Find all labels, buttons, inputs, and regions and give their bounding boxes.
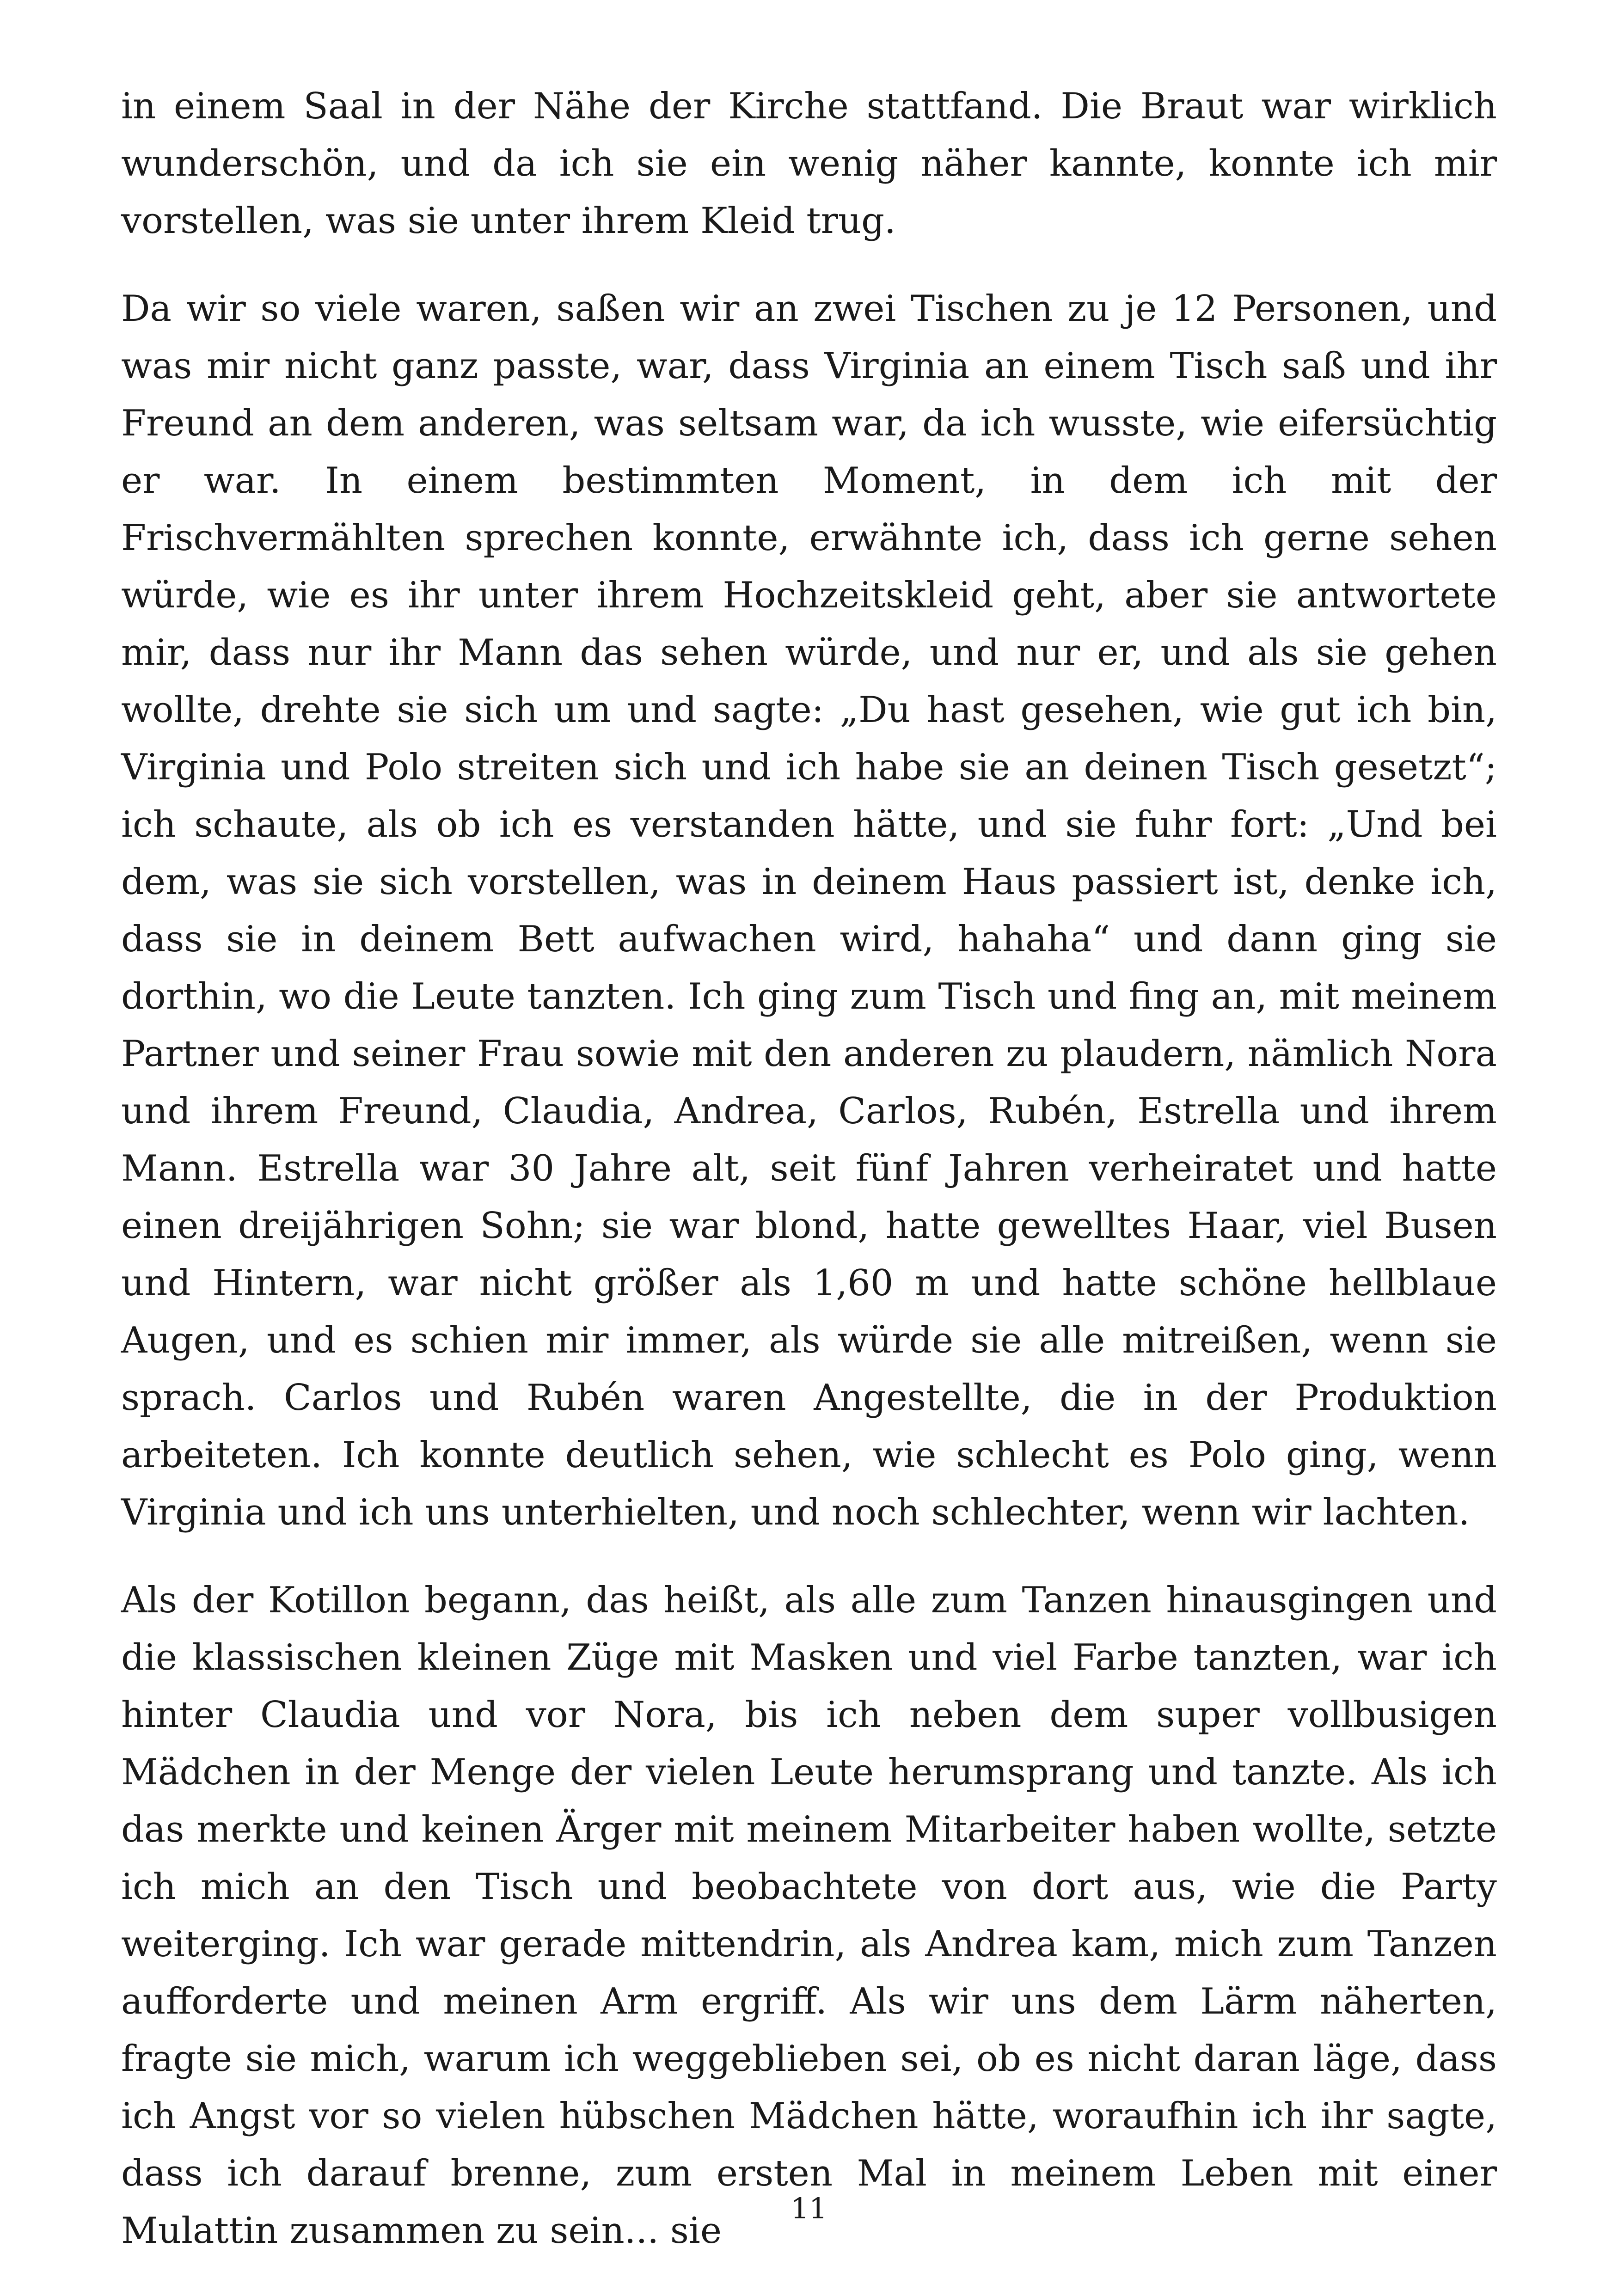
paragraph-2: Da wir so viele waren, saßen wir an zwei Tischen zu je 12 Personen, und was mir nicht ganz passte, war, dass Virginia an einem Tisch saß und ihr Freund an dem anderen, was seltsam war, da ich wusste, wie eifersüchtig er war. In einem bestimmten Moment, in dem ich mit der Frischvermählten sprechen konnte, erwähnte ich, dass ich gerne sehen würde, wie es ihr unter ihrem Hochzeitskleid geht, aber sie antwortete mir, dass nur ihr Mann das sehen würde, und nur er, und als sie gehen wollte, drehte sie sich um und sagte: „Du hast gesehen, wie gut ich bin, Virginia und Polo streiten sich und ich habe sie an deinen Tisch gesetzt“; ich schaute, als ob ich es verstanden hätte, und sie fuhr fort: „Und bei dem, was sie sich vorstellen, was in deinem Haus passiert ist, denke ich, dass sie in deinem Bett aufwachen wird, hahaha“ und dann ging sie dorthin, wo die Leute tanzten. Ich ging zum Tisch und fing an, mit meinem Partner und seiner Frau sowie mit den anderen zu plaudern, nämlich Nora und ihrem Freund, Claudia, Andrea, Carlos, Rubén, Estrella und ihrem Mann. Estrella war 30 Jahre alt, seit fünf Jahren verheiratet und hatte einen dreijährigen Sohn; sie war blond, hatte gewelltes Haar, viel Busen und Hintern, war nicht größer als 1,60 m und hatte schöne hellblaue Augen, und es schien mir immer, als würde sie alle mitreißen, wenn sie sprach. Carlos und Rubén waren Angestellte, die in der Produktion arbeiteten. Ich konnte deutlich sehen, wie schlecht es Polo ging, wenn Virginia und ich uns unterhielten, und noch schlechter, wenn wir lachten. [121, 288, 1497, 1533]
page-number: 11 [791, 2192, 827, 2225]
paragraph-1: in einem Saal in der Nähe der Kirche stattfand. Die Braut war wirklich wunderschön, und da ich sie ein wenig näher kannte, konnte ich mir vorstellen, was sie unter ihrem Kleid trug. [121, 86, 1497, 242]
body-text [121, 78, 1497, 2290]
paragraph-3: Als der Kotillon begann, das heißt, als alle zum Tanzen hinausgingen und die klassischen kleinen Züge mit Masken und viel Farbe tanzten, war ich hinter Claudia und vor Nora, bis ich neben dem super vollbusigen Mädchen in der Menge der vielen Leute herumsprang und tanzte. Als ich das merkte und keinen Ärger mit meinem Mitarbeiter haben wollte, setzte ich mich an den Tisch und beobachtete von dort aus, wie die Party weiterging. Ich war gerade mittendrin, als Andrea kam, mich zum Tanzen aufforderte und meinen Arm ergriff. Als wir uns dem Lärm näherten, fragte sie mich, warum ich weggeblieben sei, ob es nicht daran läge, dass ich Angst vor so vielen hübschen Mädchen hätte, woraufhin ich ihr sagte, dass ich darauf brenne, zum ersten Mal in meinem Leben mit einer Mulattin zusammen zu sein... sie [121, 1580, 1497, 2252]
